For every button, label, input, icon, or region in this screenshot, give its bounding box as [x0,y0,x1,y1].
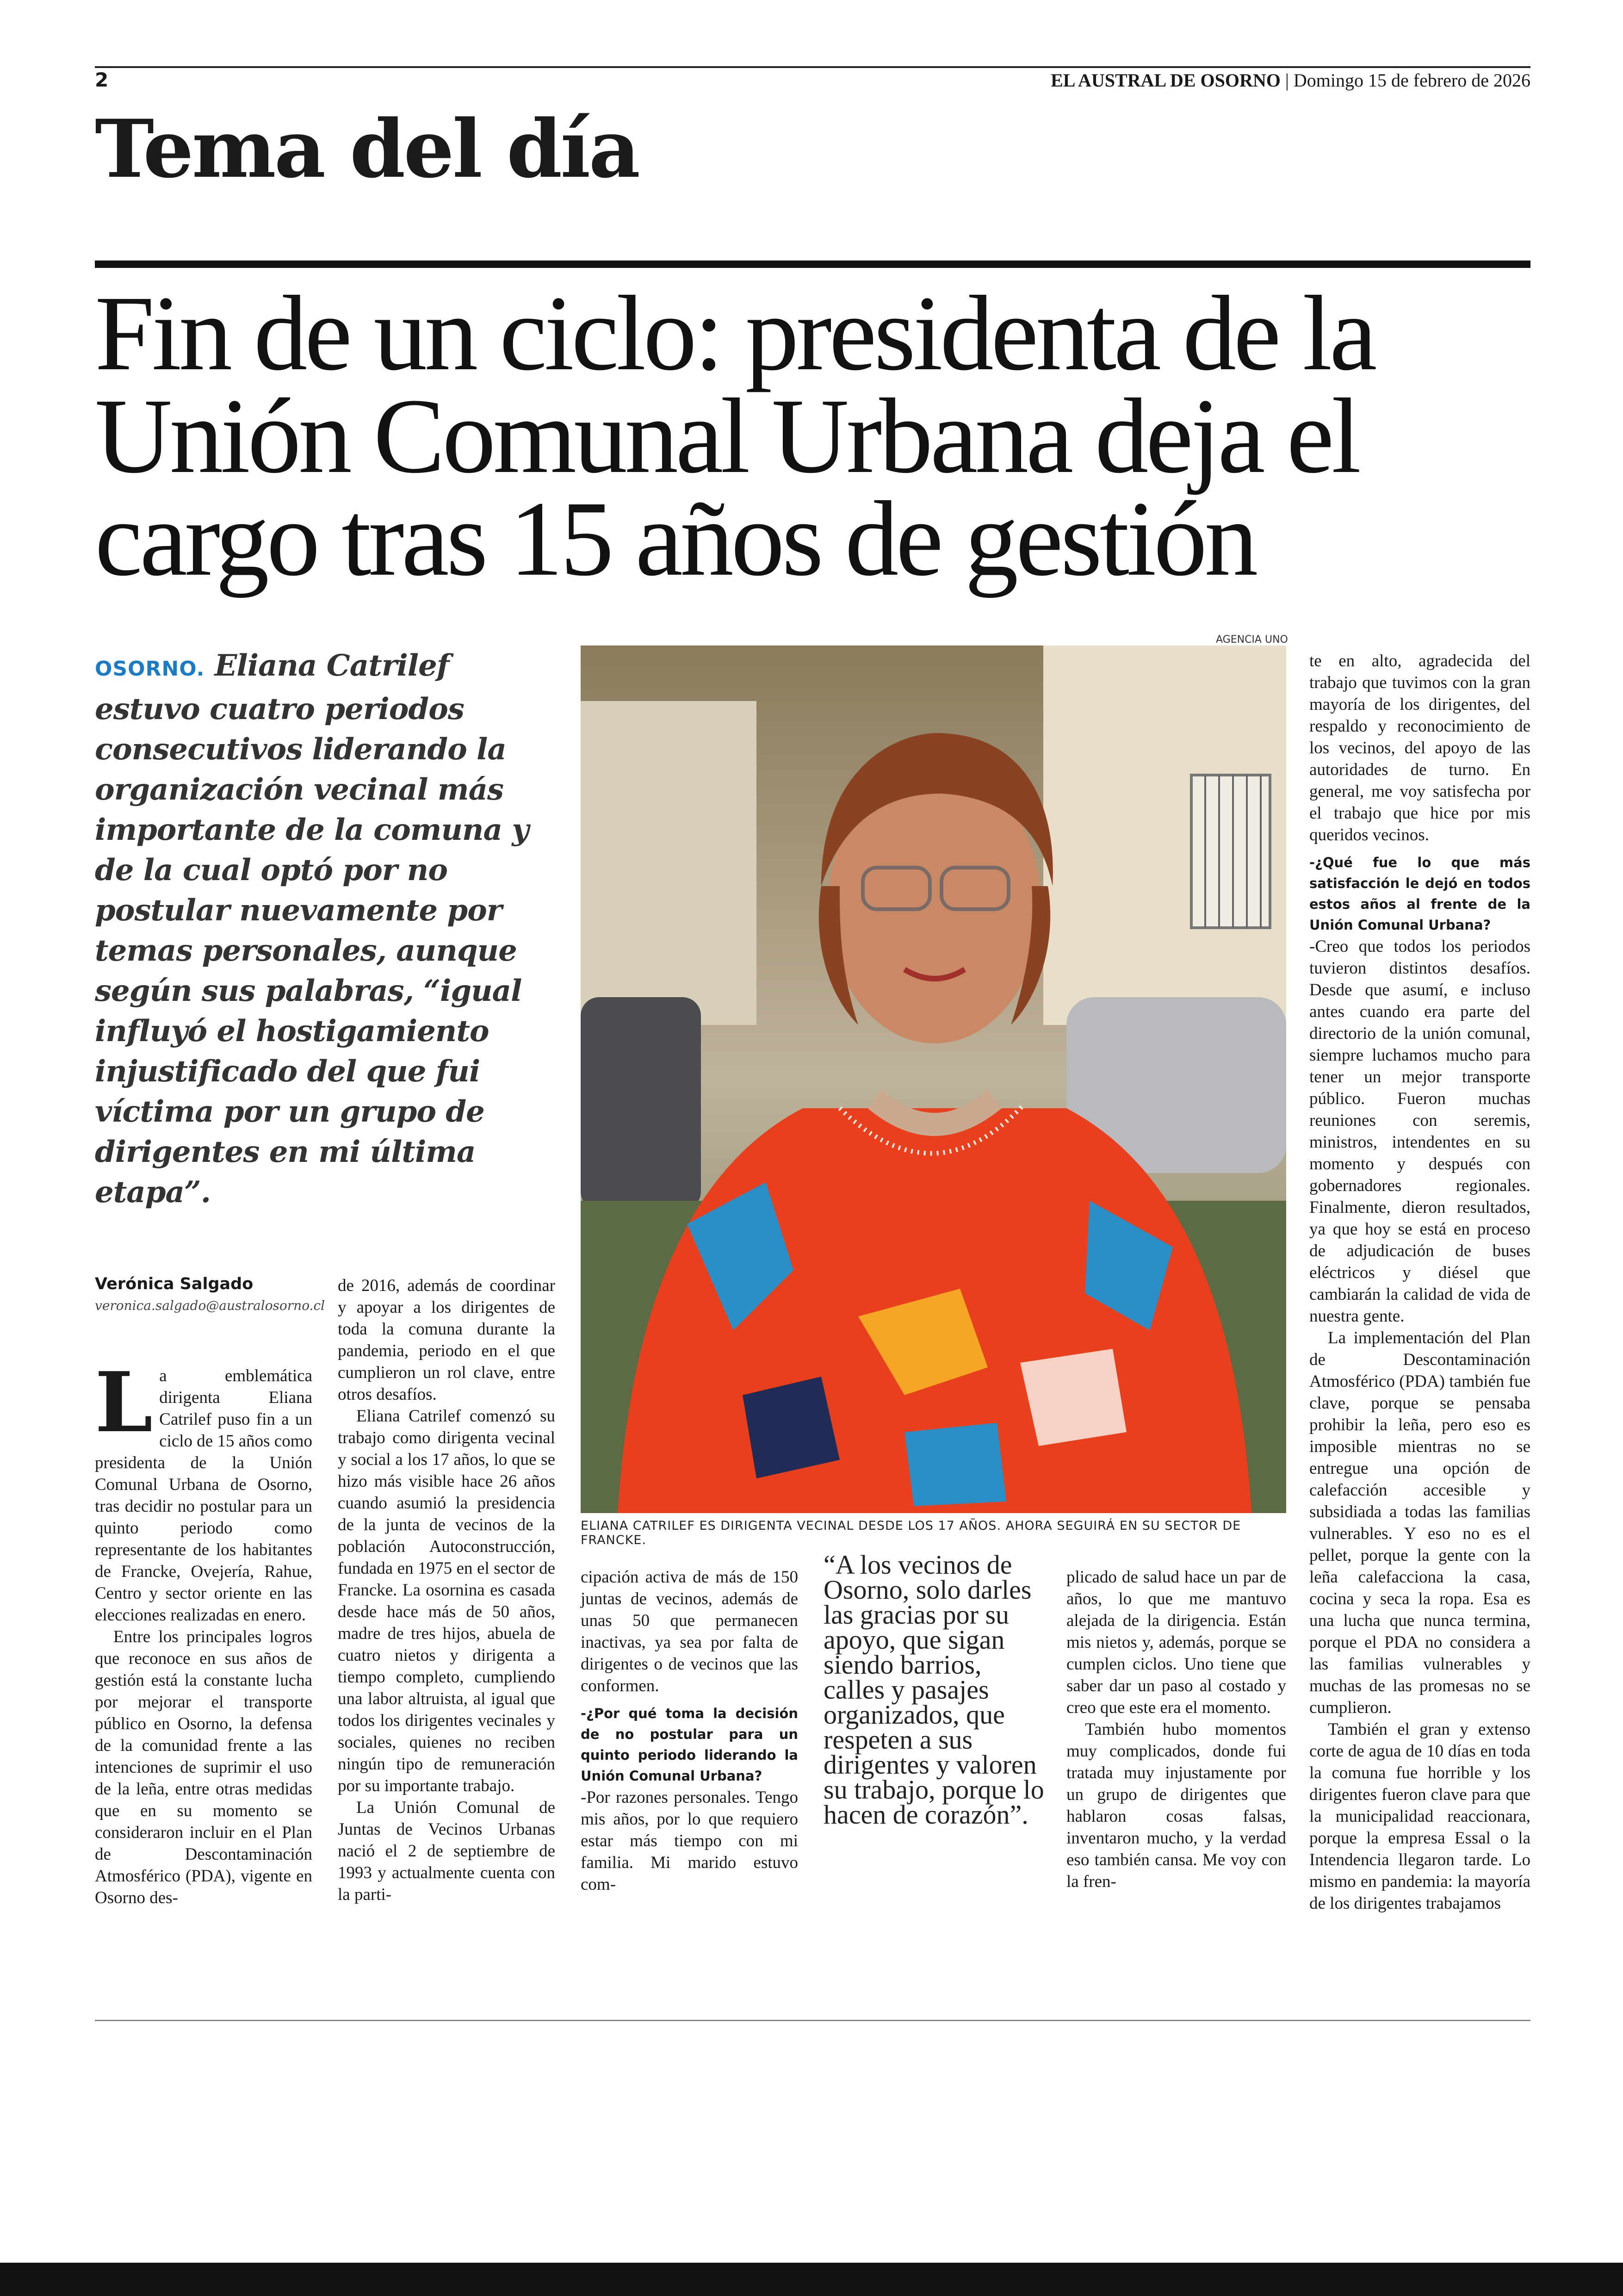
publication-name: EL AUSTRAL DE OSORNO [1051,70,1281,91]
headline: Fin de un ciclo: presidenta de la Unión Comunal Urbana deja el cargo tras 15 años de gestión [95,274,1375,598]
top-rule [95,66,1530,68]
footer-bar [0,2263,1623,2296]
edition-date: Domingo 15 de febrero de 2026 [1293,70,1530,91]
photo-caption: ELIANA CATRILEF ES DIRIGENTA VECINAL DESDE LOS 17 AÑOS. AHORA SEGUIRÁ EN SU SECTOR DE FRANCKE. [581,1519,1241,1547]
interview-question: -¿Por qué toma la decisión de no postular para un quinto periodo liderando la Unión Comunal Urbana? [581,1706,798,1784]
body-paragraph: -Por razones personales. Tengo mis años, por lo que requiero estar más tiempo con mi familia. Mi marido estuvo com- [581,1788,798,1894]
section-divider [95,261,1530,268]
lead-paragraph [95,645,558,1212]
lead-text: Eliana Catrilef estuvo cuatro periodos consecutivos liderando la organización vecinal más importante de la comuna y de la cual optó por no postular nuevamente por temas personales, aunque según sus palabras, “igual influyó el hostigamiento injustificado del que fui víctima por un grupo de dirigentes en mi última etapa”. [95,648,529,1210]
body-paragraph: La implementación del Plan de Descontaminación Atmosférico (PDA) también fue clave, porque se pensaba prohibir la leña, pero eso es imposible mientras no se entregue una opción de calefacción accesible y subsidiada a todas las familias vulnerables. Y eso no es el pellet, porque la gente con la leña calefacciona la casa, cocina y seca la ropa. Esa es una lucha que nunca termina, porque el PDA no considera a las familias vulnerables y muchas de las promesas no se cumplieron. [1309,1328,1530,1717]
body-paragraph: La Unión Comunal de Juntas de Vecinos Urbanas nació el 2 de septiembre de 1993 y actualmente cuenta con la parti- [338,1798,555,1904]
body-paragraph: -Creo que todos los periodos tuvieron distintos desafíos. Desde que asumí, e incluso antes cuando era parte del directorio de la unión comunal, siempre luchamos mucho para tener un mejor transporte público. Fueron muchas reuniones con seremis, ministros, intendentes en su momento y después con gobernadores regionales. Finalmente, dieron resultados, ya que hoy se está en proceso de adjudicación de buses eléctricos y diésel que cambiarán la calidad de vida de nuestra gente. [1309,937,1530,1326]
body-column-5 [1066,1566,1286,1893]
body-paragraph: a emblemática dirigenta Eliana Catrilef puso fin a un ciclo de 15 años como presidenta de la Unión Comunal Urbana de Osorno, tras decidir no postular para un quinto periodo como representante de los habitantes de Francke, Ovejería, Rahue, Centro y sector oriente en las elecciones realizadas en enero. [95,1366,313,1625]
interview-question: -¿Qué fue lo que más satisfacción le dejó en todos estos años al frente de la Unión Comunal Urbana? [1309,855,1530,933]
body-column-3 [581,1566,798,1895]
body-paragraph: plicado de salud hace un par de años, lo que me mantuvo alejada de la dirigencia. Están mis nietos y, además, porque se cumplen ciclos. Uno tiene que saber dar un paso al costado y creo que este era el momento. [1066,1568,1286,1717]
body-column-1 [95,1354,313,1909]
body-paragraph: te en alto, agradecida del trabajo que tuvimos con la gran mayoría de los dirigentes, del respaldo y reconocimiento de los vecinos, del apoyo de las autoridades de turno. En general, me voy satisfecha por el trabajo que hice por mis queridos vecinos. [1309,652,1530,844]
body-column-6 [1309,650,1530,1914]
body-paragraph: Eliana Catrilef comenzó su trabajo como dirigenta vecinal y social a los 17 años, lo que se hizo más visible hace 26 años cuando asumió la presidencia de la junta de vecinos de la población Autoconstrucción, fundada en 1975 en el sector de Francke. La osornina es casada desde hace más de 50 años, madre de tres hijos, abuela de cuatro nietos y dirigenta a tiempo completo, cumpliendo una labor altruista, al igual que todos los dirigentes vecinales y sociales, quienes no reciben ningún tipo de remuneración por su importante trabajo. [338,1407,555,1795]
body-paragraph: Entre los principales logros que reconoce en sus años de gestión está la constante lucha por mejorar el transporte público en Osorno, la defensa de la comunidad frente a las intenciones de suprimir el uso de la leña, entre otras medidas que en su momento se consideraron incluir en el Plan de Descontaminación Atmosférico (PDA), vigente en Osorno des- [95,1627,312,1907]
author-email: veronica.salgado@australosorno.cl [95,1298,325,1313]
body-paragraph: También hubo momentos muy complicados, donde fui tratada muy injustamente por un grupo de dirigentes que hablaron cosas falsas, inventaron mucho, y la verdad eso también cansa. Me voy con la fren- [1066,1720,1286,1891]
masthead: EL AUSTRAL DE OSORNO | Domingo 15 de febrero de 2026 [1051,70,1530,91]
drop-cap: L [95,1354,153,1451]
section-title: Tema del día [95,102,638,196]
portrait-photo [581,645,1286,1513]
body-paragraph: de 2016, además de coordinar y apoyar a los dirigentes de toda la comuna durante la pandemia, periodo en el que cumplieron un rol clave, entre otros desafíos. [338,1276,555,1404]
body-paragraph: También el gran y extenso corte de agua de 10 días en toda la comuna fue horrible y los dirigentes fueron clave para que la municipalidad reaccionara, porque la empresa Essal o la Intendencia llegaron tarde. Lo mismo en pandemia: la mayoría de los dirigentes trabajamos [1309,1720,1530,1913]
body-column-2 [338,1275,555,1905]
bottom-rule [95,2020,1530,2021]
author-name: Verónica Salgado [95,1275,254,1293]
dateline-location: OSORNO. [95,657,205,681]
photo-credit: AGENCIA UNO [1216,634,1288,645]
body-paragraph: cipación activa de más de 150 juntas de vecinos, además de unas 50 que permanecen inactivas, ya sea por falta de dirigentes o de vecinos que las conformen. [581,1568,798,1695]
page-number: 2 [95,68,109,91]
pull-quote: “A los vecinos de Osorno, solo darles las gracias por su apoyo, que sigan siendo barrios, calles y pasajes organizados, que respeten a sus dirigentes y valoren su trabajo, porque lo hacen de corazón”. [824,1550,1044,1830]
